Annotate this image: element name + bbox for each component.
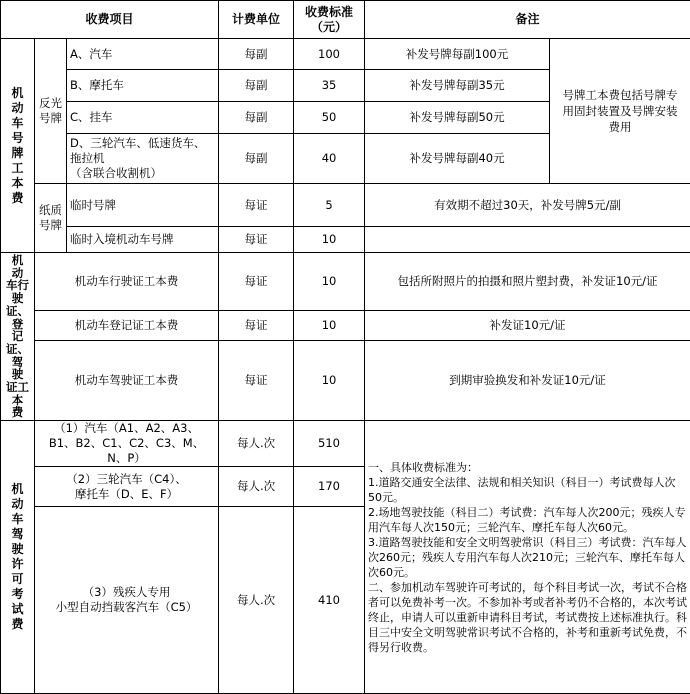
table-row: [1, 421, 690, 467]
item-motorcycle-plate: B、摩托车: [67, 70, 219, 102]
table-row: [1, 227, 690, 253]
item-driving-permit: 机动车行驶证工本费: [35, 253, 219, 311]
subcategory-reflective: 反光 号牌: [35, 39, 67, 184]
header-item: 收费项目: [1, 1, 219, 39]
table-row: [1, 253, 690, 311]
unit-cell: 每副: [219, 102, 294, 134]
category-plate-fee: 机 动 车 号 牌 工 本 费: [1, 39, 35, 253]
remark-cell: 包括所附照片的拍摄和照片塑封费，补发证10元/证: [365, 253, 690, 311]
category-exam-fee: 机 动 车 驾 驶 许 可 考 试 费: [1, 421, 35, 694]
table-row: [1, 184, 690, 227]
remark-cell: 补发号牌每副100元: [365, 39, 550, 70]
table-row: [1, 340, 690, 420]
unit-cell: 每证: [219, 227, 294, 253]
item-tricycle-exam: （2）三轮汽车（C4）、 摩托车（D、E、F）: [35, 467, 219, 507]
remark-cell: 补发号牌每副35元: [365, 70, 550, 102]
unit-cell: 每证: [219, 253, 294, 311]
table-row: [1, 39, 690, 70]
item-car-exam: （1）汽车（A1、A2、A3、B1、B2、C1、C2、C3、M、N、P）: [35, 421, 219, 467]
remark-cell: 有效期不超过30天，补发号牌5元/副: [365, 184, 690, 227]
exam-remark: 一、具体收费标准为： 1.道路交通安全法律、法规和相关知识（科目一）考试费每人次50元。 2.场地驾驶技能（科目二）考试费：汽车每人次200元；残疾人专用汽车每人次150元；三轮汽车、摩托车每人次60元。 3.道路驾驶技能和安全文明驾驶常识（科目三）考试费：汽车每人次260元；残疾人专用汽车每人次210元；三轮汽车、摩托车每人次60元。 二、参加机动车驾驶许可考试的，每个科目考试一次，考试不合格者可以免费补考一次。不参加补考或者补考仍不合格的，本次考试终止，申请人可以重新申请科目考试，考试费按上述标准执行。科目三中安全文明驾驶常识考试不合格的，补考和重新考试免费，不得另行收费。: [365, 421, 690, 694]
item-tricycle-plate: D、三轮汽车、低速货车、拖拉机 （含联合收割机）: [67, 134, 219, 184]
unit-cell: 每副: [219, 39, 294, 70]
item-registration-cert: 机动车登记证工本费: [35, 310, 219, 340]
remark-cell: 补发号牌每副50元: [365, 102, 550, 134]
price-cell: 10: [294, 340, 365, 420]
price-cell: 100: [294, 39, 365, 70]
unit-cell: 每人.次: [219, 421, 294, 467]
item-trailer-plate: C、挂车: [67, 102, 219, 134]
subcategory-paper: 纸质 号牌: [35, 184, 67, 253]
unit-cell: 每证: [219, 340, 294, 420]
item-temporary-plate: 临时号牌: [67, 184, 219, 227]
header-row: [1, 1, 690, 39]
price-cell: 40: [294, 134, 365, 184]
price-cell: 10: [294, 253, 365, 311]
unit-cell: 每证: [219, 310, 294, 340]
price-cell: 510: [294, 421, 365, 467]
item-driver-license: 机动车驾驶证工本费: [35, 340, 219, 420]
header-standard: 收费标准 （元）: [294, 1, 365, 39]
plate-shared-remark: 号牌工本费包括号牌专用固封装置及号牌安装费用: [550, 39, 690, 184]
remark-cell: [365, 227, 690, 253]
item-temporary-entry-plate: 临时入境机动车号牌: [67, 227, 219, 253]
table-row: [1, 310, 690, 340]
unit-cell: 每人.次: [219, 467, 294, 507]
price-cell: 5: [294, 184, 365, 227]
price-cell: 410: [294, 507, 365, 694]
item-disabled-exam: （3）残疾人专用 小型自动挡载客汽车（C5）: [35, 507, 219, 694]
remark-cell: 到期审验换发和补发证10元/证: [365, 340, 690, 420]
remark-cell: 补发证10元/证: [365, 310, 690, 340]
unit-cell: 每副: [219, 70, 294, 102]
unit-cell: 每人.次: [219, 507, 294, 694]
price-cell: 50: [294, 102, 365, 134]
price-cell: 35: [294, 70, 365, 102]
price-cell: 10: [294, 310, 365, 340]
item-car-plate: A、汽车: [67, 39, 219, 70]
price-cell: 170: [294, 467, 365, 507]
unit-cell: 每副: [219, 134, 294, 184]
unit-cell: 每证: [219, 184, 294, 227]
category-certificate-fee: 机 动 车行 驶 证、登 记 证、驾 驶 证工 本 费: [1, 253, 35, 421]
header-unit: 计费单位: [219, 1, 294, 39]
price-cell: 10: [294, 227, 365, 253]
remark-cell: 补发号牌每副40元: [365, 134, 550, 184]
header-remark: 备注: [365, 1, 690, 39]
